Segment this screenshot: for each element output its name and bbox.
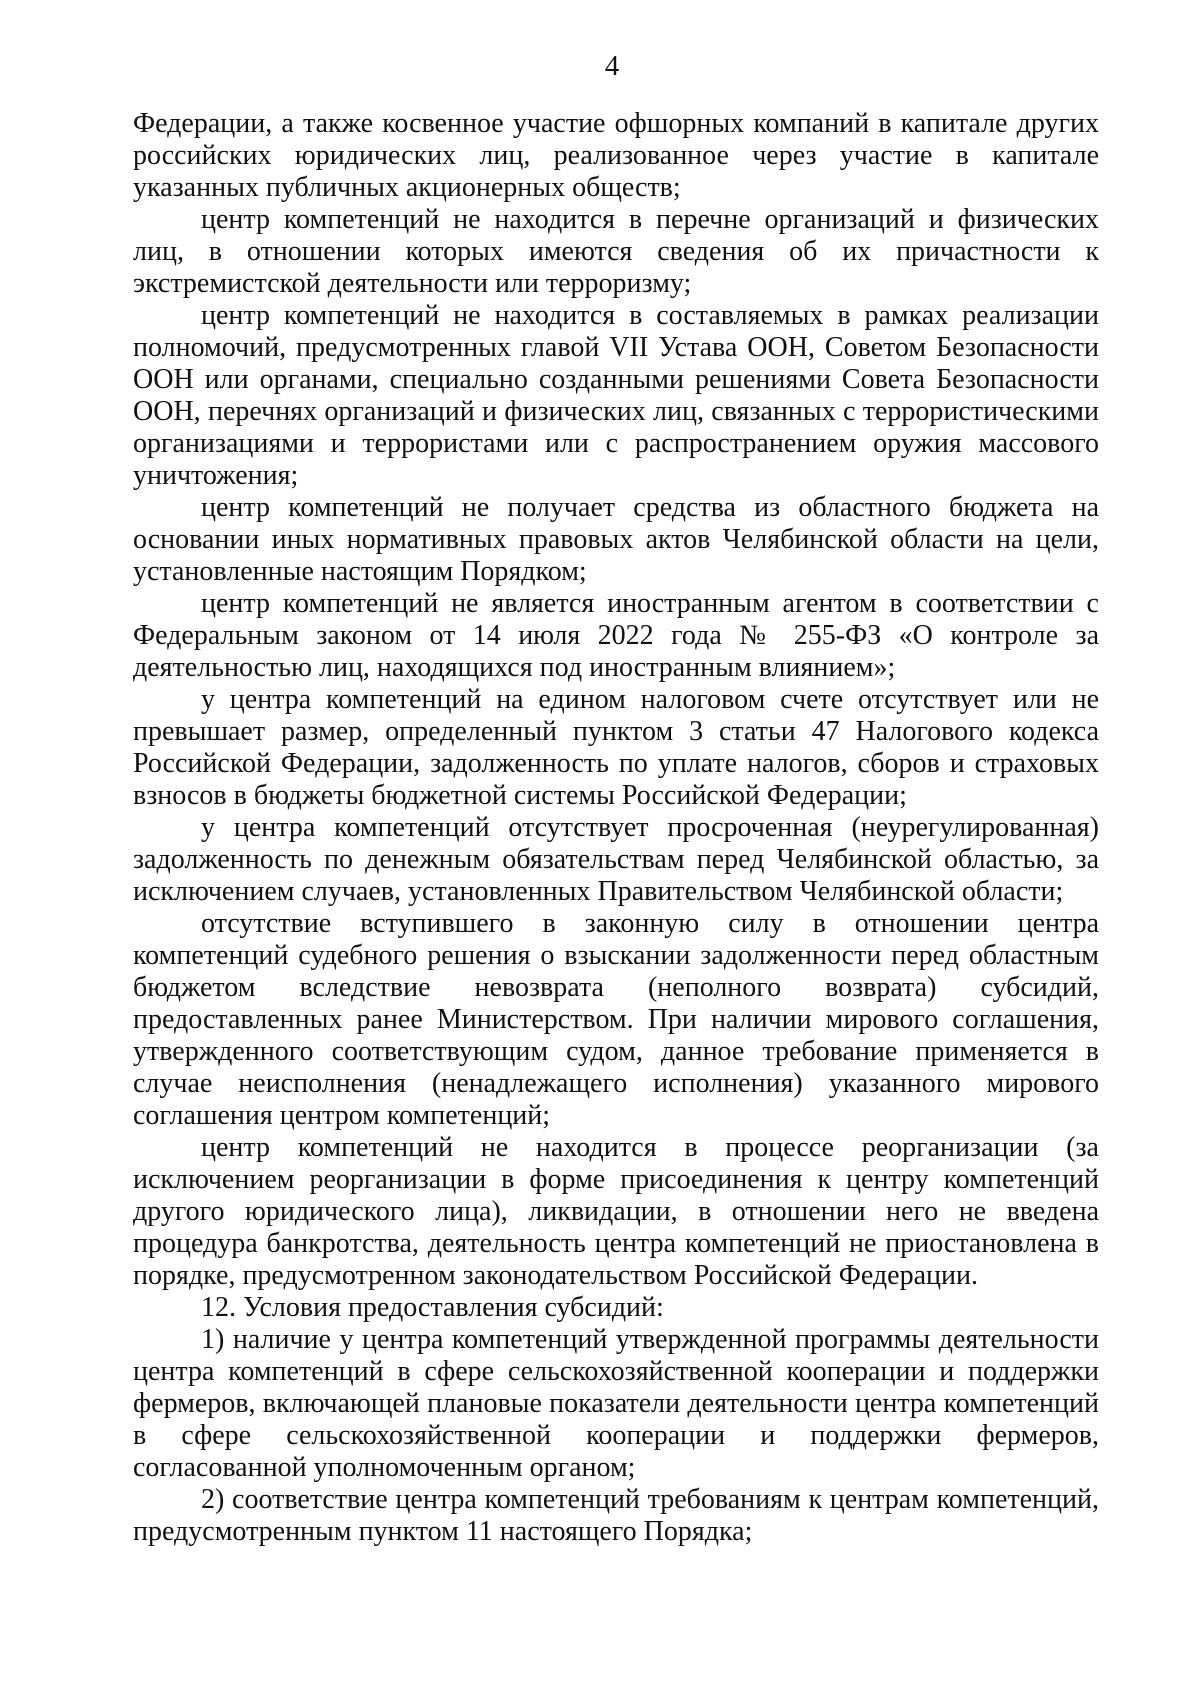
section-12-heading: 12. Условия предоставления субсидий: — [201, 1292, 664, 1323]
document-body — [133, 108, 1099, 1548]
paragraph-reorganization: центр компетенций не находится в процессе реорганизации (за исключением реорганизации в форме присоединения к центру компетенций другого юридического лица), ликвидации, в отношении него не введена процедура банкротства, деятельность центра компетенций не приостановлена в порядке, предусмотренном законодательством Российской Федерации. — [133, 1132, 1099, 1291]
condition-2: 2) соответствие центра компетенций требованиям к центрам компетенций, предусмотренным пунктом 11 настоящего Порядка; — [133, 1484, 1099, 1547]
paragraph-no-other-budget-funds: центр компетенций не получает средства из областного бюджета на основании иных нормативных правовых актов Челябинской области на цели, установленные настоящим Порядком; — [133, 492, 1099, 587]
paragraph-not-foreign-agent: центр компетенций не является иностранным агентом в соответствии с Федеральным законом от 14 июля 2022 года № 255-ФЗ «О контроле за деятельностью лиц, находящихся под иностранным влиянием»; — [133, 588, 1099, 683]
paragraph-court-decision: отсутствие вступившего в законную силу в отношении центра компетенций судебного решения о взыскании задолженности перед областным бюджетом вследствие невозврата (неполного возврата) субсидий, предоставленных ранее Министерством. При наличии мирового соглашения, утвержденного соответствующим судом, данное требование применяется в случае неисполнения (ненадлежащего исполнения) указанного мирового соглашения центром компетенций; — [133, 908, 1099, 1131]
paragraph-overdue-obligations: у центра компетенций отсутствует просроченная (неурегулированная) задолженность по денежным обязательствам перед Челябинской областью, за исключением случаев, установленных Правительством Челябинской области; — [133, 812, 1099, 907]
paragraph-extremism-list: центр компетенций не находится в перечне организаций и физических лиц, в отношении которых имеются сведения об их причастности к экстремистской деятельности или терроризму; — [133, 204, 1099, 299]
paragraph-tax-debt: у центра компетенций на едином налоговом счете отсутствует или не превышает размер, определенный пунктом 3 статьи 47 Налогового кодекса Российской Федерации, задолженность по уплате налогов, сборов и страховых взносов в бюджеты бюджетной системы Российской Федерации; — [133, 684, 1099, 811]
page-number: 4 — [604, 50, 620, 82]
condition-1: 1) наличие у центра компетенций утвержденной программы деятельности центра компетенций в сфере сельскохозяйственной кооперации и поддержки фермеров, включающей плановые показатели деятельности центра компетенций в сфере сельскохозяйственной кооперации и поддержки фермеров, согласованной уполномоченным органом; — [133, 1324, 1099, 1483]
paragraph-un-sanctions-list: центр компетенций не находится в составляемых в рамках реализации полномочий, предусмотренных главой VII Устава ООН, Советом Безопасности ООН или органами, специально созданными решениями Совета Безопасности ООН, перечнях организаций и физических лиц, связанных с террористическими организациями и террористами или с распространением оружия массового уничтожения; — [133, 300, 1099, 491]
paragraph-continuation: Федерации, а также косвенное участие офшорных компаний в капитале других российских юридических лиц, реализованное через участие в капитале указанных публичных акционерных обществ; — [133, 108, 1099, 203]
